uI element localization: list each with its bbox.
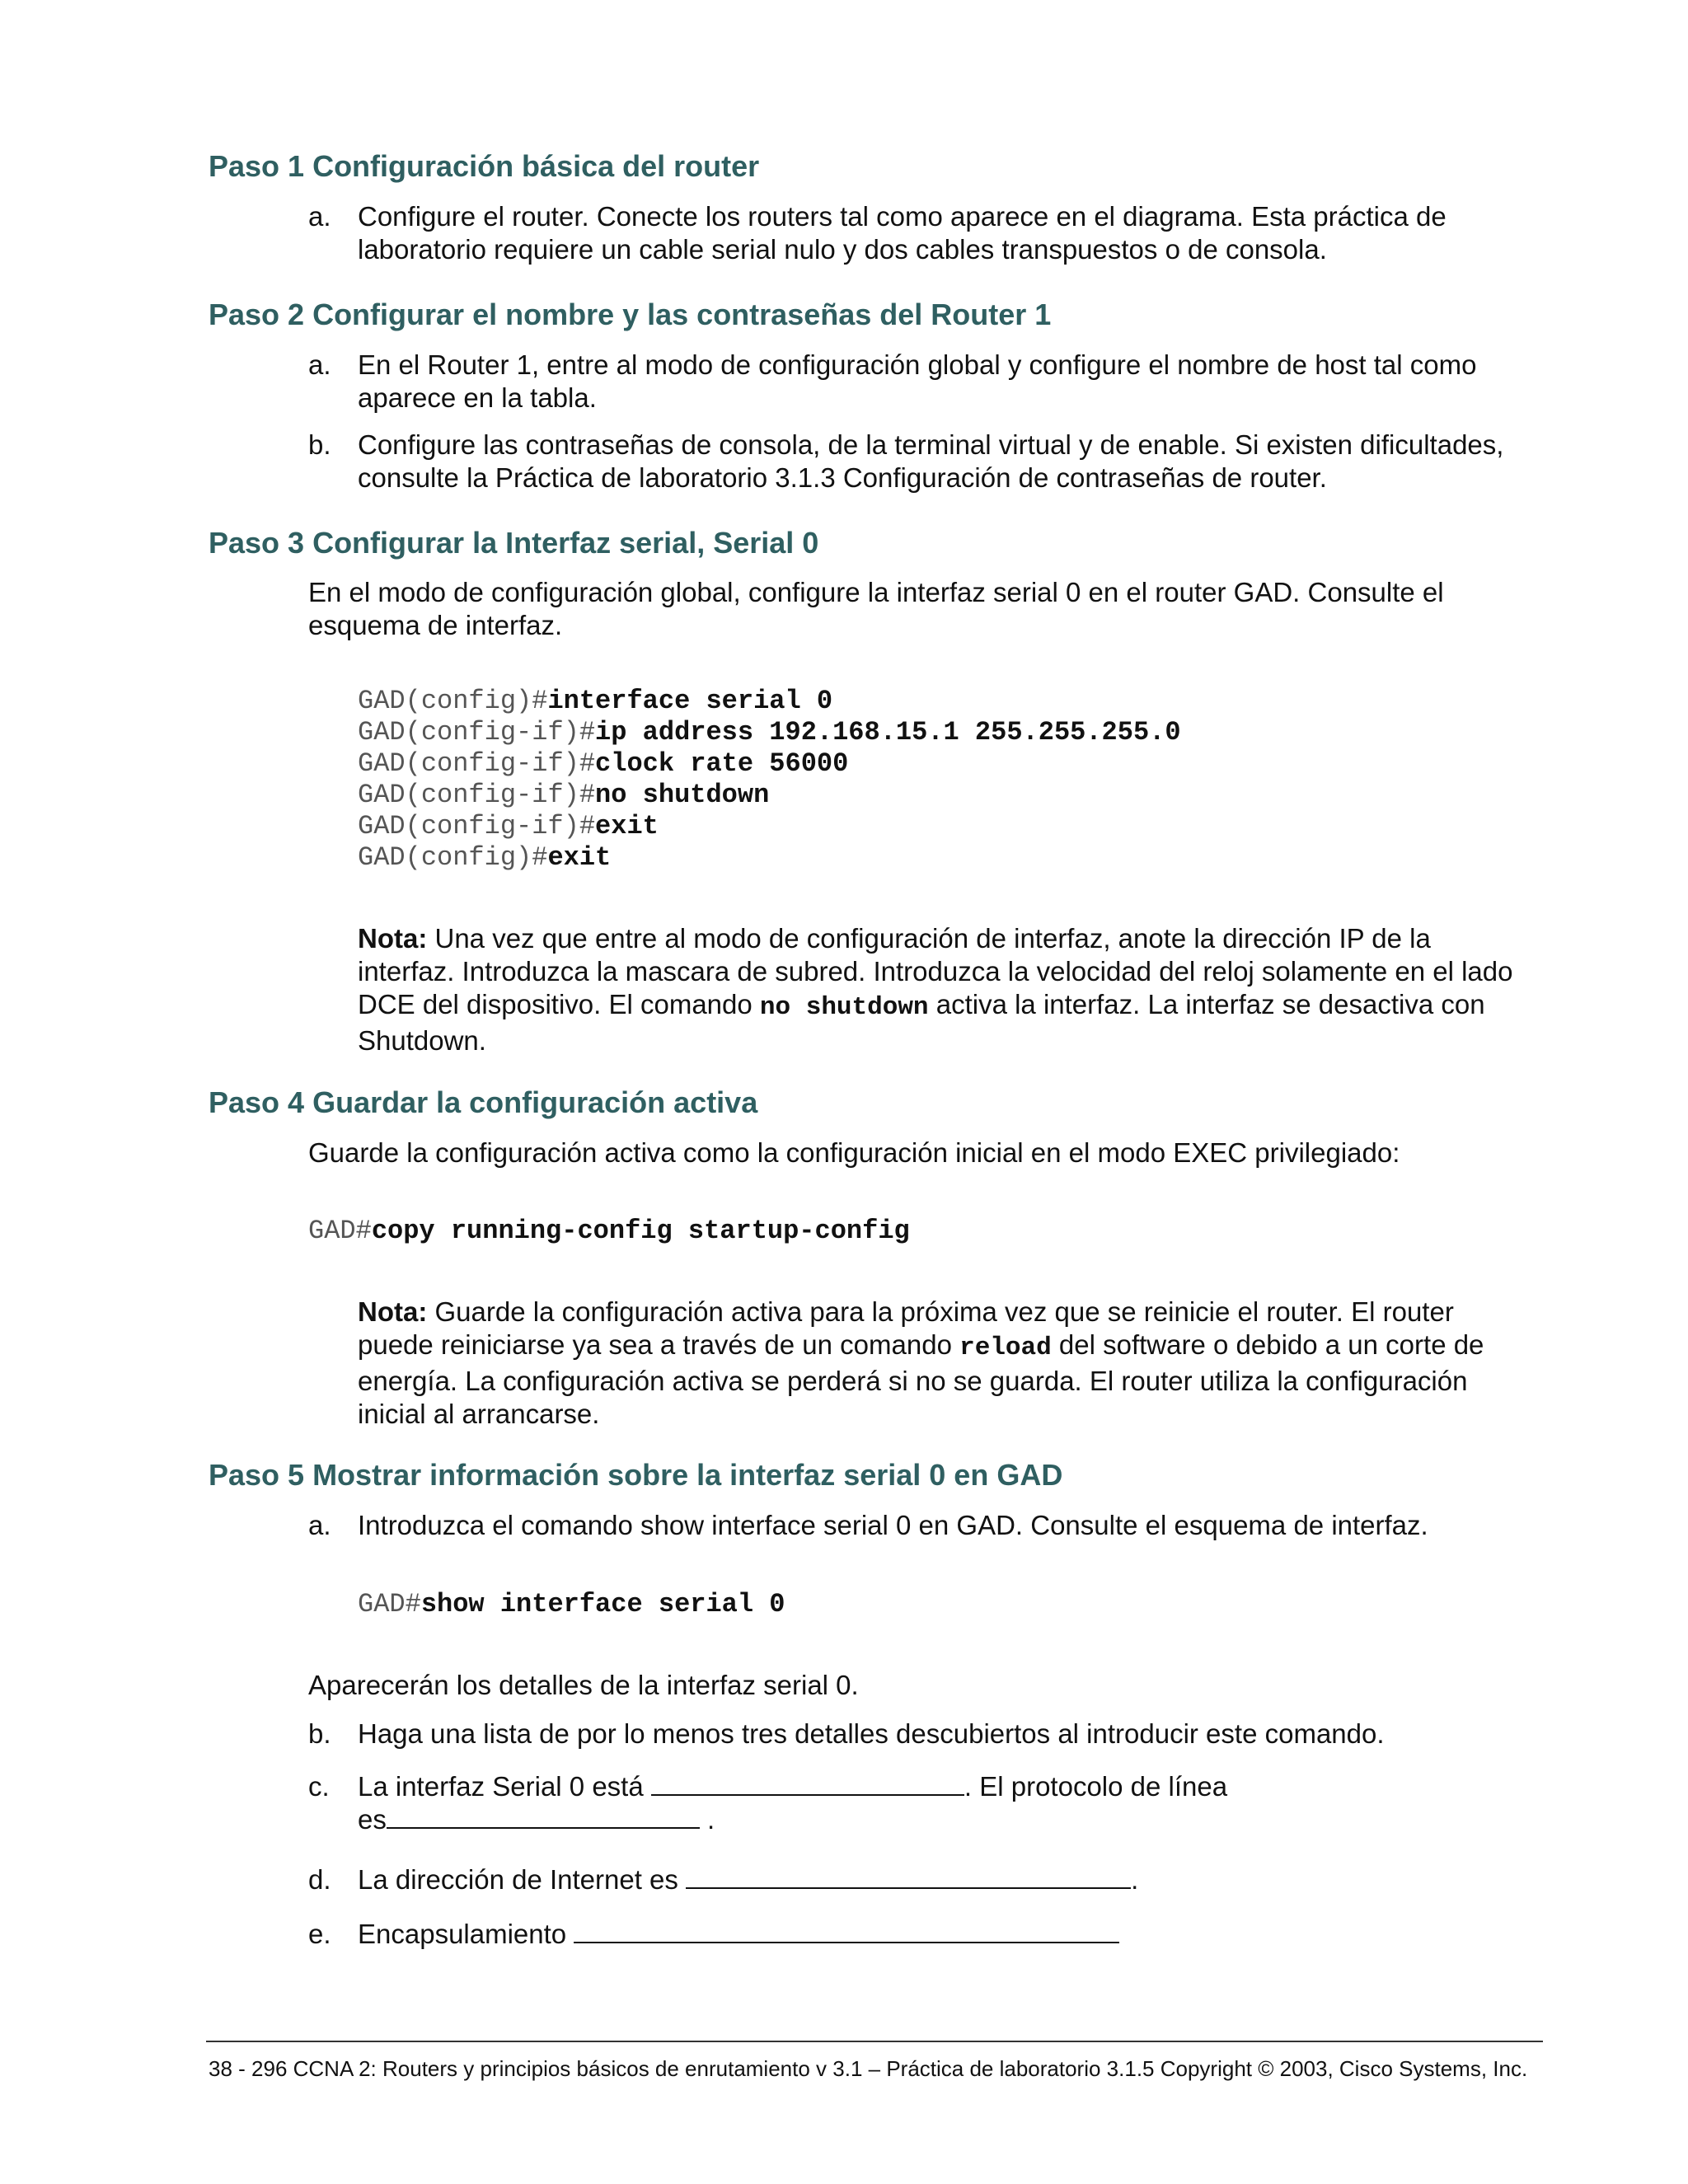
step2-b-line1: Configure las contraseñas de consola, de la terminal virtual y de enable. Si existen dificultades,	[358, 429, 1504, 460]
step5-c-text1: La interfaz Serial 0 está	[358, 1771, 651, 1802]
step5-heading: Paso 5 Mostrar información sobre la interfaz serial 0 en GAD	[209, 1458, 1063, 1492]
step1-a-letter: a.	[308, 201, 331, 232]
code-command: clock rate 56000	[595, 748, 849, 779]
step3-note	[358, 922, 1512, 1057]
code-command: show interface serial 0	[420, 1589, 785, 1619]
step5-c-letter: c.	[308, 1771, 330, 1802]
step2-a-line2: aparece en la tabla.	[358, 382, 597, 413]
code-prompt: GAD(config-if)#	[358, 748, 596, 779]
code-command: exit	[547, 842, 612, 873]
code-line	[358, 842, 1181, 874]
step3-note-command: no shutdown	[759, 993, 929, 1022]
code-line	[358, 811, 1181, 842]
step3-intro	[308, 576, 1444, 642]
step5-b-text: Haga una lista de por lo menos tres detalles descubiertos al introducir este comando.	[358, 1718, 1385, 1749]
code-command: no shutdown	[595, 780, 770, 810]
footer-divider	[206, 2041, 1543, 2042]
code-prompt: GAD(config-if)#	[358, 717, 596, 748]
step3-heading: Paso 3 Configurar la Interfaz serial, Serial 0	[209, 526, 819, 560]
code-prompt: GAD#	[358, 1589, 421, 1619]
code-prompt: GAD(config-if)#	[358, 811, 596, 841]
step2-b-line2: consulte la Práctica de laboratorio 3.1.3 Configuración de contraseñas de router.	[358, 462, 1327, 493]
step5-d-text1: La dirección de Internet es	[358, 1864, 687, 1895]
step3-note-line3-pre: DCE del dispositivo. El comando	[358, 989, 760, 1019]
step3-note-line1: Una vez que entre al modo de configuración de interfaz, anote la dirección IP de la	[427, 923, 1431, 954]
step5-c-text3: es	[358, 1804, 387, 1835]
step5-item-c	[308, 1770, 1227, 1836]
step4-note-command: reload	[959, 1333, 1052, 1362]
step5-c-text4: .	[699, 1804, 715, 1835]
step5-item-b	[308, 1718, 1385, 1750]
code-prompt: GAD(config)#	[358, 842, 548, 873]
code-command: ip address 192.168.15.1 255.255.255.0	[595, 717, 1181, 748]
code-line	[358, 748, 1181, 780]
step4-note-line1: Guarde la configuración activa para la próxima vez que se reinicie el router. El router	[427, 1296, 1454, 1327]
step3-code-block	[358, 686, 1181, 874]
step3-intro-line1: En el modo de configuración global, configure la interfaz serial 0 en el router GAD. Consulte el	[308, 577, 1444, 607]
code-command: copy running-config startup-config	[371, 1216, 910, 1246]
step3-note-label: Nota:	[358, 923, 428, 954]
interface-status-blank[interactable]	[651, 1771, 964, 1796]
step5-item-a	[308, 1509, 1428, 1542]
step5-e-letter: e.	[308, 1919, 331, 1949]
step2-b-letter: b.	[308, 429, 331, 460]
line-protocol-blank[interactable]	[387, 1804, 700, 1829]
step3-note-line3-post: activa la interfaz. La interfaz se desactiva con	[928, 989, 1485, 1019]
step4-intro: Guarde la configuración activa como la configuración inicial en el modo EXEC privilegiado:	[308, 1137, 1400, 1168]
step5-after-code: Aparecerán los detalles de la interfaz serial 0.	[308, 1670, 859, 1700]
step4-note-line2-post: del software o debido a un corte de	[1051, 1329, 1484, 1360]
step2-item-a	[308, 349, 1476, 415]
step4-note-line4: inicial al arrancarse.	[358, 1399, 600, 1429]
step2-a-line1: En el Router 1, entre al modo de configuración global y configure el nombre de host tal como	[358, 349, 1477, 380]
step5-code-block	[358, 1589, 785, 1620]
step3-intro-line2: esquema de interfaz.	[308, 610, 563, 640]
step4-note-line2-pre: puede reiniciarse ya sea a través de un comando	[358, 1329, 960, 1360]
step5-a-text: Introduzca el comando show interface serial 0 en GAD. Consulte el esquema de interfaz.	[358, 1510, 1428, 1540]
step2-item-b	[308, 429, 1503, 494]
step2-a-letter: a.	[308, 349, 331, 380]
internet-address-blank[interactable]	[686, 1864, 1131, 1889]
step1-a-line1: Configure el router. Conecte los routers tal como aparece en el diagrama. Esta práctica de	[358, 201, 1447, 232]
step3-note-line2: interfaz. Introduzca la mascara de subred. Introduzca la velocidad del reloj solamente en el lado	[358, 956, 1513, 987]
step4-note-label: Nota:	[358, 1296, 428, 1327]
step5-a-letter: a.	[308, 1510, 331, 1540]
step4-note	[358, 1296, 1484, 1431]
step2-heading: Paso 2 Configurar el nombre y las contraseñas del Router 1	[209, 298, 1052, 331]
page-footer: 38 - 296 CCNA 2: Routers y principios básicos de enrutamiento v 3.1 – Práctica de laboratorio 3.1.5 Copyright © 2003, Cisco Systems, Inc.	[209, 2056, 1528, 2081]
code-line	[358, 780, 1181, 811]
step5-item-d	[308, 1863, 1138, 1896]
step3-note-line4: Shutdown.	[358, 1025, 486, 1056]
step4-code-block	[308, 1216, 910, 1247]
code-prompt: GAD#	[308, 1216, 372, 1246]
code-prompt: GAD(config)#	[358, 686, 548, 716]
step1-a-line2: laboratorio requiere un cable serial nulo y dos cables transpuestos o de consola.	[358, 234, 1327, 265]
step5-item-e	[308, 1918, 1119, 1951]
encapsulation-blank[interactable]	[574, 1919, 1119, 1943]
step1-item-a	[308, 200, 1447, 266]
step5-b-letter: b.	[308, 1718, 331, 1749]
step1-heading: Paso 1 Configuración básica del router	[209, 149, 760, 183]
step4-heading: Paso 4 Guardar la configuración activa	[209, 1085, 758, 1119]
code-command: exit	[595, 811, 659, 841]
code-line	[358, 717, 1181, 748]
step5-d-text2: .	[1131, 1864, 1139, 1895]
code-prompt: GAD(config-if)#	[358, 780, 596, 810]
code-command: interface serial 0	[547, 686, 833, 716]
code-line	[358, 686, 1181, 717]
step5-d-letter: d.	[308, 1864, 331, 1895]
step5-c-text2: . El protocolo de línea	[964, 1771, 1228, 1802]
step5-e-text: Encapsulamiento	[358, 1919, 574, 1949]
step4-note-line3: energía. La configuración activa se perderá si no se guarda. El router utiliza la configuración	[358, 1366, 1468, 1396]
